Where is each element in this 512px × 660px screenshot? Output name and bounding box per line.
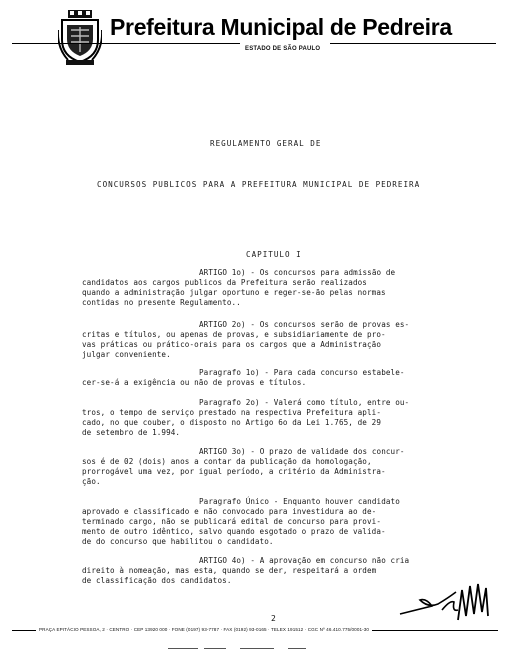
state-subtitle: ESTADO DE SÃO PAULO: [245, 46, 321, 52]
header-rule-left: [12, 43, 240, 44]
text-line: cer-se-á a exigência ou não de provas e títulos.: [82, 378, 307, 387]
text-line: julgar conveniente.: [82, 350, 171, 359]
text-line: prorrogável uma vez, por igual período, a critério da Administra-: [82, 467, 386, 476]
text-line: ARTIGO 2o) - Os concursos serão de provas es-: [199, 320, 410, 329]
text-line: terminado cargo, não se publicará edital de concurso para provi-: [82, 517, 381, 526]
text-line: ção.: [82, 477, 101, 486]
text-line: sos é de 02 (dois) anos a contar da publicação da homologação,: [82, 457, 372, 466]
text-line: candidatos aos cargos publicos da Prefeitura serão realizados: [82, 278, 367, 287]
text-line: Paragrafo 1o) - Para cada concurso estabele-: [199, 368, 405, 377]
text-line: quando a administração julgar oportuno e reger-se-ão pelas normas: [82, 288, 386, 297]
document-title-line-1: REGULAMENTO GERAL DE: [210, 139, 322, 148]
chapter-heading: CAPITULO I: [246, 250, 302, 259]
text-line: Paragrafo 2o) - Valerá como título, entre ou-: [199, 398, 410, 407]
municipal-coat-of-arms-icon: [58, 10, 102, 66]
footer-address: PRAÇA EPITÁCIO PESSOA, 2 · CENTRO · CEP 13920 000 · FONE (0197) 93-7787 · FAX (0192) 93-0165 · TELEX 191512 · CGC Nº 46.410.775/0001-30: [36, 627, 372, 632]
scan-mark: [168, 648, 198, 649]
text-line: ARTIGO 1o) - Os concursos para admissão de: [199, 268, 396, 277]
organization-name: Prefeitura Municipal de Pedreira: [110, 14, 452, 40]
text-line: ARTIGO 3o) - O prazo de validade dos concur-: [199, 447, 405, 456]
scan-mark: [240, 648, 274, 649]
text-line: Paragrafo Único - Enquanto houver candidato: [199, 497, 400, 506]
text-line: de do concurso que habilitou o candidato.: [82, 537, 274, 546]
page-number: 2: [271, 614, 276, 623]
text-line: de setembro de 1.994.: [82, 428, 181, 437]
text-line: ARTIGO 4o) - A aprovação em concurso não cria: [199, 556, 410, 565]
signature-icon: [398, 580, 494, 628]
text-line: critas e títulos, ou apenas de provas, e subsidiariamente de pro-: [82, 330, 386, 339]
text-line: direito à nomeação, mas esta, quando se der, respeitará a ordem: [82, 566, 377, 575]
text-line: mento de outro idêntico, salvo quando esgotado o prazo de valida-: [82, 527, 386, 536]
text-line: aprovado e classificado e não convocado para investidura ao de-: [82, 507, 377, 516]
scan-mark: [288, 648, 306, 649]
document-title-line-2: CONCURSOS PUBLICOS PARA A PREFEITURA MUNICIPAL DE PEDREIRA: [97, 180, 421, 189]
scan-mark: [204, 648, 226, 649]
text-line: contidas no presente Regulamento..: [82, 298, 241, 307]
header-rule-right: [330, 43, 496, 44]
text-line: tros, o tempo de serviço prestado na respectiva Prefeitura apli-: [82, 408, 381, 417]
text-line: cado, no que couber, o disposto no Artigo 6o da Lei 1.765, de 29: [82, 418, 381, 427]
text-line: de classificação dos candidatos.: [82, 576, 232, 585]
text-line: vas práticas ou prático-orais para os cargos que a Administração: [82, 340, 381, 349]
